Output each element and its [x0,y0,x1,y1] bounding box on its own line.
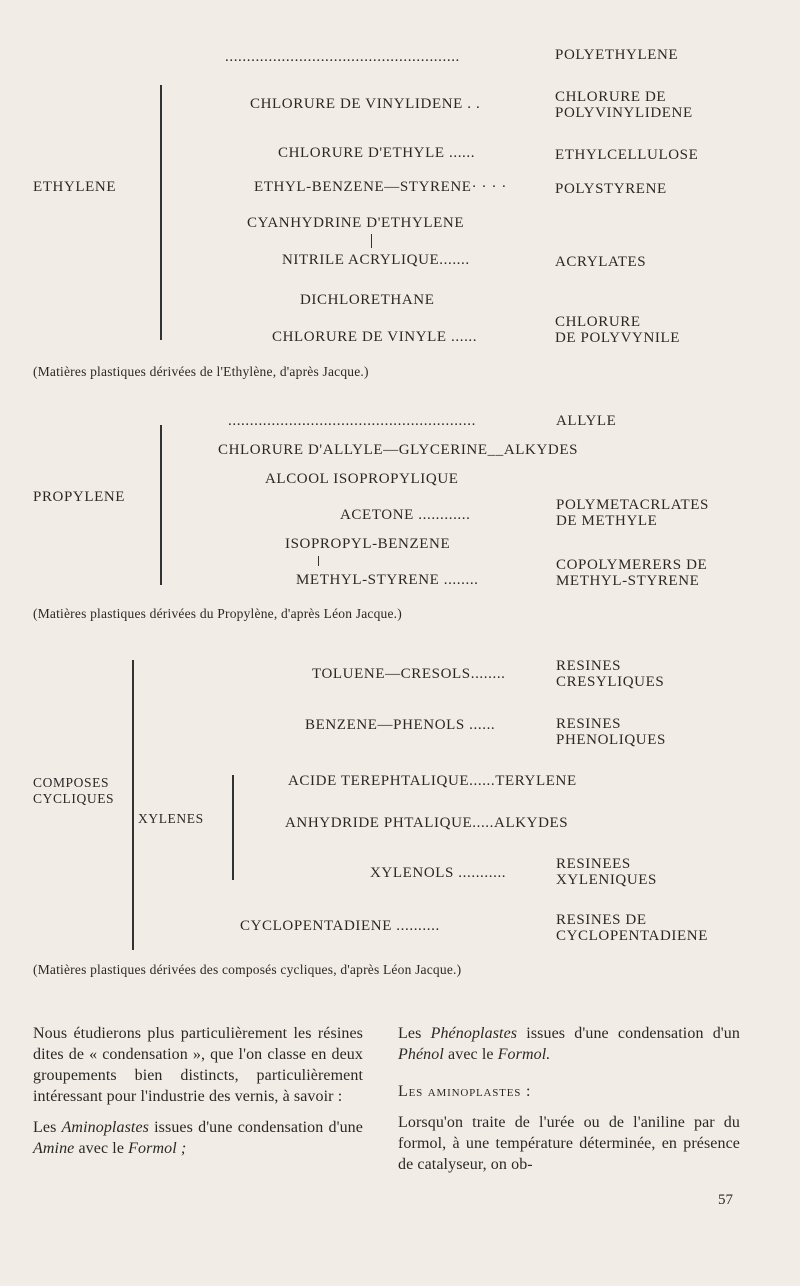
section-heading: Les aminoplastes : [398,1083,532,1100]
right-column [398,1023,740,1185]
cycliques-row-left: CYCLOPENTADIENE .......... [240,918,440,934]
cycliques-row-right: RESINES [556,716,622,732]
propylene-caption: (Matières plastiques dérivées du Propylène, d'après Léon Jacque.) [33,606,402,621]
ethylene-row-left: ETHYL-BENZENE—STYRENE· · · · [254,179,507,195]
paragraph: Les Phénoplastes issues d'une condensation d'un Phénol avec le Formol. [398,1025,740,1063]
paragraph: Lorsqu'on traite de l'urée ou de l'aniline par du formol, à une température déterminée, en présence de catalyseur, on ob- [398,1114,740,1173]
cycliques-row-right: CRESYLIQUES [556,674,665,690]
propylene-row-left: ISOPROPYL-BENZENE [285,536,451,552]
page-number: 57 [718,1192,733,1208]
propylene-row-left: METHYL-STYRENE ........ [296,572,479,588]
ethylene-group-label: ETHYLENE [33,179,117,195]
cycliques-caption: (Matières plastiques dérivées des composés cycliques, d'après Léon Jacque.) [33,962,462,977]
propylene-row-right: DE METHYLE [556,513,658,529]
cycliques-row-right: RESINEES [556,856,631,872]
propylene-row-right: ALLYLE [556,413,617,429]
propylene-row-left: CHLORURE D'ALLYLE—GLYCERINE__ALKYDES [218,442,579,458]
paragraph: Nous étudierons plus particulièrement les résines dites de « condensation », que l'on classe en deux groupements bien distincts, particulièrement intéressant pour l'industrie des vernis, à savoir : [33,1025,363,1105]
ethylene-row-right: POLYSTYRENE [555,181,667,197]
ethylene-row-right: ETHYLCELLULOSE [555,147,699,163]
propylene-brace [160,425,162,585]
ethylene-row-left: DICHLORETHANE [300,292,435,308]
cycliques-brace [132,660,134,950]
ethylene-row-left: CHLORURE DE VINYLIDENE . . [250,96,481,112]
cycliques-row-left: XYLENOLS ........... [370,865,507,881]
cycliques-row-right: CYCLOPENTADIENE [556,928,708,944]
cycliques-row-right: XYLENIQUES [556,872,657,888]
propylene-row-left: ......................................................... [228,413,476,429]
propylene-row-right: METHYL-STYRENE [556,573,700,589]
ethylene-brace [160,85,162,340]
connector-line [318,556,319,566]
cycliques-row-left: TOLUENE—CRESOLS........ [312,666,506,682]
cycliques-row-right: PHENOLIQUES [556,732,666,748]
propylene-group-label: PROPYLENE [33,489,126,505]
ethylene-row-right: POLYVINYLIDENE [555,105,693,121]
cycliques-group-label: COMPOSES [33,775,110,790]
ethylene-row-right: CHLORURE DE [555,89,667,105]
propylene-row-right: COPOLYMERERS DE [556,557,708,573]
paragraph: Les Aminoplastes issues d'une condensation d'une Amine avec le Formol ; [33,1119,363,1157]
ethylene-row-right: CHLORURE [555,314,641,330]
ethylene-row-left: CHLORURE DE VINYLE ...... [272,329,478,345]
cycliques-row-left: BENZENE—PHENOLS ...... [305,717,496,733]
xylenes-subgroup-label: XYLENES [138,811,204,826]
cycliques-group-label: CYCLIQUES [33,791,115,806]
connector-line [371,234,372,248]
ethylene-row-left: CHLORURE D'ETHYLE ...... [278,145,476,161]
ethylene-row-left: ...................................................... [225,49,460,65]
left-column [33,1023,363,1169]
ethylene-row-right: POLYETHYLENE [555,47,679,63]
cycliques-row-right: RESINES [556,658,622,674]
ethylene-row-right: DE POLYVYNILE [555,330,681,346]
ethylene-row-right: ACRYLATES [555,254,647,270]
cycliques-row-right: RESINES DE [556,912,647,928]
xylenes-brace [232,775,234,880]
propylene-row-left: ALCOOL ISOPROPYLIQUE [265,471,459,487]
cycliques-row-left: ANHYDRIDE PHTALIQUE.....ALKYDES [285,815,569,831]
propylene-row-left: ACETONE ............ [340,507,471,523]
propylene-row-right: POLYMETACRLATES [556,497,709,513]
ethylene-row-left: NITRILE ACRYLIQUE....... [282,252,470,268]
ethylene-caption: (Matières plastiques dérivées de l'Ethylène, d'après Jacque.) [33,364,369,379]
cycliques-row-left: ACIDE TEREPHTALIQUE......TERYLENE [288,773,577,789]
ethylene-row-left: CYANHYDRINE D'ETHYLENE [247,215,465,231]
